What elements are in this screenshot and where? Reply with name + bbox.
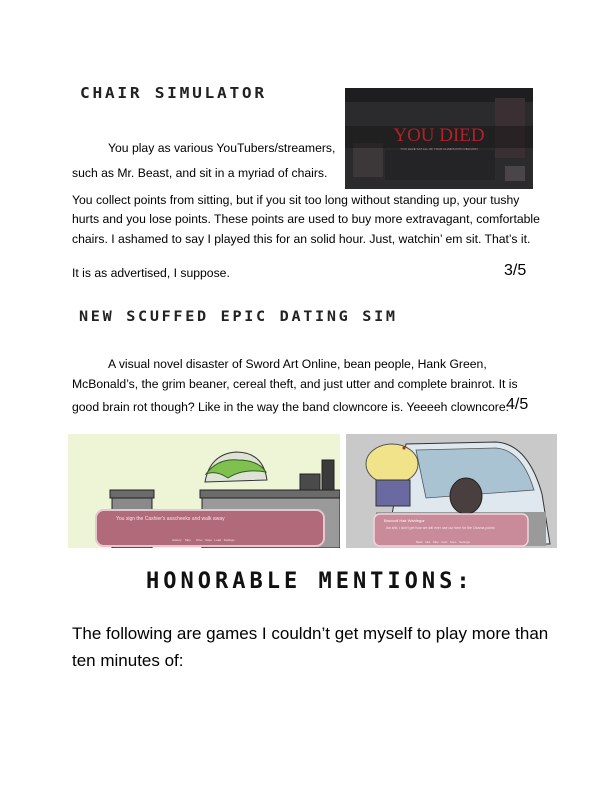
chair-sim-line-4: hurts and you lose points. These points are used to buy more extravagant, comfortable (72, 212, 540, 226)
skip-button[interactable]: Skip (184, 538, 191, 542)
auto-button[interactable]: Auto (441, 540, 448, 544)
skip-button-2[interactable]: Skip (432, 540, 439, 544)
honorable-mentions-heading: HONORABLE MENTIONS: (146, 569, 474, 594)
honorable-line-1: The following are games I couldn’t get myself to play more than (72, 624, 549, 643)
chair-sim-line-5: chairs. I ashamed to say I played this for an solid hour. Just, watchin’ em sit. That’s it. (72, 232, 531, 246)
dating-sim-line-3: good brain rot though? Like in the way the band clowncore is. Yeeeeh clowncore. (72, 400, 510, 414)
speaker-name: Broccoli Hair Wahlegur (384, 518, 425, 523)
you-died-subtext: YOU HAVE SAT ALL OF YOUR CHAIRS INTO OBLIVION (400, 147, 478, 151)
chair-sim-line-3: You collect points from sitting, but if you sit too long without standing up, your tushy (72, 193, 520, 207)
hist-button[interactable]: Hist (425, 540, 431, 544)
settings-button[interactable]: Settings (223, 538, 235, 542)
dating-sim-line-1: A visual novel disaster of Sword Art Online, bean people, Hank Green, (108, 357, 487, 371)
you-died-text: YOU DIED (393, 125, 485, 146)
back-button[interactable]: Back (416, 540, 423, 544)
broccoli-dialogue: Aw shit, I don't get how we will ever use our time for the Obama points (386, 526, 495, 530)
honorable-line-2: ten minutes of: (72, 651, 184, 670)
save-button[interactable]: Save (205, 538, 212, 542)
cashier-menu-bar (172, 538, 234, 542)
chair-sim-line-2: such as Mr. Beast, and sit in a myriad of chairs. (72, 166, 328, 180)
chair-sim-line-6: It is as advertised, I suppose. (72, 266, 230, 280)
dating-sim-line-2: McBonald’s, the grim beaner, cereal theft, and just utter and complete brainrot. It is (72, 377, 518, 391)
dating-sim-screenshot-2 (346, 434, 557, 548)
dating-sim-heading: NEW SCUFFED EPIC DATING SIM (79, 309, 398, 325)
chair-sim-score: 3/5 (504, 262, 527, 279)
broccoli-menu-bar (416, 540, 470, 544)
prev-button[interactable]: Prev (196, 538, 203, 542)
save-button-2[interactable]: Save (449, 540, 457, 544)
cashier-dialogue: You sign the Cashier's asscheeks and walk away (116, 516, 225, 522)
dating-sim-screenshot-1 (68, 434, 340, 548)
load-button[interactable]: Load (214, 538, 222, 542)
chair-simulator-screenshot (345, 88, 533, 189)
dating-sim-score: 4/5 (506, 396, 529, 413)
chair-sim-line-1: You play as various YouTubers/streamers, (108, 141, 336, 155)
chair-simulator-heading: CHAIR SIMULATOR (80, 84, 267, 102)
history-button[interactable]: History (172, 538, 182, 542)
settings-button-2[interactable]: Settings (459, 540, 470, 544)
cashier-scene (68, 434, 340, 548)
